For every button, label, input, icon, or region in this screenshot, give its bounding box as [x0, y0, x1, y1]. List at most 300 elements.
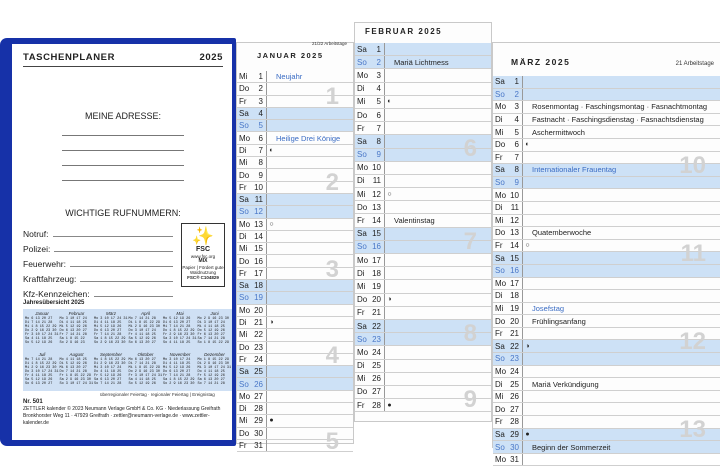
year-month-5 [163, 311, 197, 351]
year-month-days: Mo 6 13 20 27 Di 7 14 21 28 Mi 1 8 15 22 29 Do 2 9 16 23 30 Fr 3 10 17 24 31 Sa 4 11 18 25 So 5 12 19 26 [25, 317, 59, 345]
day-number: 21 [371, 307, 385, 319]
year-month-8 [60, 352, 94, 392]
year-month-4 [129, 311, 163, 351]
moon-phase-icon: ● [525, 430, 530, 438]
year-month-7 [25, 352, 59, 392]
day-number: 13 [253, 219, 267, 230]
year-month-name: November [169, 352, 191, 357]
day-number: 1 [371, 43, 385, 55]
emergency-field[interactable] [23, 284, 179, 299]
year-month-name: März [106, 311, 116, 316]
weekday: Fr [239, 354, 247, 364]
day-row[interactable] [493, 454, 720, 466]
day-row[interactable] [355, 280, 491, 293]
day-number: 20 [371, 294, 385, 306]
weekday: Mi [495, 127, 504, 137]
year-month-name: September [99, 352, 122, 357]
planner-year: 2025 [199, 52, 223, 63]
day-number: 13 [371, 201, 385, 213]
day-row[interactable] [355, 162, 491, 175]
weekday: Di [495, 291, 503, 301]
moon-phase-icon: ○ [269, 220, 274, 228]
day-row[interactable] [493, 189, 720, 202]
field-label: Kfz-Kennzeichen: [23, 289, 90, 299]
year-month-10 [129, 352, 163, 392]
day-number: 18 [253, 280, 267, 291]
panel-january [236, 41, 354, 455]
day-row[interactable] [355, 188, 491, 201]
day-row[interactable] [355, 360, 491, 373]
day-number: 16 [253, 255, 267, 266]
weekday: Fr [239, 96, 247, 106]
weekday: Sa [239, 281, 249, 291]
day-event: Fastnacht · Faschingsdienstag · Fasnachtsdienstag [532, 115, 704, 125]
weekday: Mi [495, 303, 504, 313]
year-overview-title: Jahresübersicht 2025 [23, 300, 85, 306]
day-row[interactable] [355, 43, 491, 56]
day-number: 18 [371, 267, 385, 279]
day-number: 26 [509, 391, 523, 403]
day-number: 20 [253, 305, 267, 316]
day-number: 21 [253, 317, 267, 328]
weekday: Di [239, 404, 247, 414]
day-row[interactable] [237, 403, 353, 415]
year-overview [23, 309, 232, 391]
day-number: 6 [253, 132, 267, 143]
weekday: Fr [357, 400, 365, 410]
address-line[interactable] [62, 165, 184, 166]
day-event: Josefstag [532, 303, 565, 313]
day-number: 8 [509, 164, 523, 176]
day-number: 5 [509, 126, 523, 138]
workdays: 21 Arbeitstage [675, 61, 714, 67]
weekday: So [495, 178, 505, 188]
weekday: Mi [495, 392, 504, 402]
day-row[interactable] [355, 254, 491, 267]
year-month-name: Mai [176, 311, 184, 316]
day-row[interactable] [493, 76, 720, 89]
weekday: Fr [239, 441, 247, 451]
day-number: 17 [509, 278, 523, 290]
year-month-3 [94, 311, 128, 351]
day-number: 25 [371, 360, 385, 372]
fsc-tree-icon: ✨ [191, 226, 215, 246]
day-number: 8 [253, 157, 267, 168]
day-row[interactable] [355, 346, 491, 359]
weekday: Do [239, 256, 250, 266]
day-row[interactable] [237, 120, 353, 132]
day-row[interactable] [237, 391, 353, 403]
moon-phase-icon: ○ [525, 242, 530, 250]
year-month-days: Mo 3 10 17 24 31 Di 4 11 18 25 Mi 5 12 19 26 Do 6 13 20 27 Fr 7 14 21 28 Sa 1 8 15 22 29 So 2 9 16 23 30 [94, 317, 128, 345]
year-month-days: Mo 4 11 18 25 Di 5 12 19 26 Mi 6 13 20 27 Do 7 14 21 28 Fr 1 8 15 22 29 Sa 2 9 16 23 30 So 3 10 17 24 31 [59, 358, 94, 386]
legend: überregionaler Feiertag · regionaler Feiertag | Ereignistag [100, 392, 215, 397]
product-number: Nr. 501 [23, 399, 43, 405]
day-number: 30 [253, 428, 267, 439]
month-title: MÄRZ 2025 [511, 57, 571, 67]
day-row[interactable] [355, 109, 491, 122]
cover-header [23, 52, 223, 67]
weekday: Do [357, 387, 368, 397]
day-number: 15 [371, 228, 385, 240]
weekday: Di [357, 361, 365, 371]
weekday: Fr [239, 268, 247, 278]
weekday: Mi [357, 374, 366, 384]
day-row[interactable] [237, 317, 353, 329]
day-row[interactable] [355, 96, 491, 109]
day-list [493, 76, 720, 466]
day-row[interactable] [355, 69, 491, 82]
day-row[interactable] [355, 56, 491, 69]
weekday: Mi [239, 72, 248, 82]
day-row[interactable] [355, 307, 491, 320]
day-row[interactable] [237, 145, 353, 157]
week-number: 3 [325, 255, 339, 283]
emergency-field[interactable] [23, 239, 179, 254]
day-number: 6 [371, 109, 385, 121]
day-number: 27 [371, 386, 385, 398]
day-number: 31 [509, 454, 523, 466]
day-number: 29 [509, 429, 523, 441]
day-number: 16 [371, 241, 385, 253]
year-month-days: Mo 7 14 21 28 Di 1 8 15 22 29 Mi 2 9 16 23 30 Do 3 10 17 24 Fr 4 11 18 25 Sa 5 12 19 26 So 6 13 20 27 [128, 317, 161, 345]
weekday: So [357, 57, 367, 67]
weekday: So [239, 121, 249, 131]
day-number: 26 [253, 378, 267, 389]
day-number: 12 [253, 206, 267, 217]
weekday: Sa [495, 253, 505, 263]
day-number: 4 [253, 108, 267, 119]
day-event: Quatemberwoche [532, 228, 592, 238]
moon-phase-icon: ◑ [269, 319, 274, 327]
panel-february [354, 22, 492, 422]
day-number: 12 [371, 188, 385, 200]
day-number: 28 [371, 399, 385, 411]
fsc-badge [181, 223, 225, 287]
day-number: 1 [509, 76, 523, 88]
day-number: 24 [371, 346, 385, 358]
day-number: 19 [253, 292, 267, 303]
year-month-name: Februar [68, 311, 85, 316]
weekday: Mi [239, 330, 248, 340]
day-row[interactable] [493, 290, 720, 303]
day-number: 22 [371, 320, 385, 332]
weekday: Mi [357, 281, 366, 291]
year-month-days: Mo 2 9 16 23 30 Di 3 10 17 24 Mi 4 11 18 25 Do 5 12 19 26 Fr 6 13 20 27 Sa 7 14 21 28 So 1 8 15 22 29 [197, 317, 230, 345]
day-row[interactable] [493, 89, 720, 102]
weekday: So [495, 89, 505, 99]
day-row[interactable] [493, 202, 720, 215]
day-number: 3 [371, 69, 385, 81]
weekday: Mo [495, 190, 507, 200]
day-row[interactable] [237, 305, 353, 317]
publisher-line: ZETTLER kalender © 2023 Neumann Verlage GmbH & Co. KG · Niederlassung Greifrath [23, 406, 221, 412]
day-row[interactable] [493, 315, 720, 328]
field-label: Feuerwehr: [23, 259, 66, 269]
moon-phase-icon: ◑ [525, 342, 530, 350]
day-row[interactable] [493, 366, 720, 379]
day-number: 4 [371, 83, 385, 95]
day-number: 5 [371, 96, 385, 108]
moon-phase-icon: ○ [387, 190, 392, 198]
weekday: Sa [495, 165, 505, 175]
day-number: 17 [253, 268, 267, 279]
day-row[interactable] [493, 126, 720, 139]
weekday: Fr [357, 308, 365, 318]
day-number: 24 [509, 366, 523, 378]
weekday: Sa [239, 367, 249, 377]
day-number: 7 [253, 145, 267, 156]
day-number: 3 [509, 101, 523, 113]
weekday: Di [239, 318, 247, 328]
day-row[interactable] [237, 206, 353, 218]
weekday: Fr [495, 152, 503, 162]
day-number: 1 [253, 71, 267, 82]
weekday: So [495, 354, 505, 364]
day-number: 23 [509, 353, 523, 365]
day-number: 15 [509, 252, 523, 264]
year-month-days: Mo 1 8 15 22 29 Di 2 9 16 23 30 Mi 3 10 17 24 31 Do 4 11 18 25 Fr 5 12 19 26 Sa 6 13 20 27 So 7 14 21 28 [197, 358, 232, 386]
day-row[interactable] [493, 278, 720, 291]
panel-march [492, 42, 720, 465]
weekday: Do [495, 228, 506, 238]
week-number: 6 [463, 135, 477, 163]
week-number: 2 [325, 169, 339, 197]
day-row[interactable] [493, 101, 720, 114]
day-number: 28 [253, 403, 267, 414]
weekday: Mo [495, 455, 507, 465]
week-number: 8 [463, 320, 477, 348]
day-row[interactable] [493, 227, 720, 240]
moon-phase-icon: ● [387, 401, 392, 409]
day-number: 22 [253, 329, 267, 340]
year-month-name: Januar [35, 311, 49, 316]
day-row[interactable] [493, 215, 720, 228]
day-number: 16 [509, 265, 523, 277]
weekday: Di [357, 84, 365, 94]
day-row[interactable] [493, 114, 720, 127]
year-month-days: Mo 3 10 17 24 Di 4 11 18 25 Mi 5 12 19 26 Do 6 13 20 27 Fr 7 14 21 28 Sa 1 8 15 22 29 So 2 9 16 23 30 [163, 358, 195, 386]
day-number: 11 [253, 194, 267, 205]
weekday: Mo [357, 255, 369, 265]
address-title: MEINE ADRESSE: [84, 111, 162, 121]
fsc-mix: MIX [198, 258, 208, 265]
day-row[interactable] [493, 139, 720, 152]
day-number: 7 [371, 122, 385, 134]
day-number: 7 [509, 152, 523, 164]
fsc-claim: Papier | Fördert gute Waldnutzung [182, 264, 224, 276]
day-number: 27 [509, 403, 523, 415]
weekday: Sa [357, 321, 367, 331]
emergency-field[interactable] [23, 269, 179, 284]
weekday: So [357, 334, 367, 344]
year-month-name: Oktober [137, 352, 154, 357]
week-number: 13 [679, 416, 706, 444]
day-number: 5 [253, 120, 267, 131]
day-row[interactable] [237, 71, 353, 83]
day-row[interactable] [237, 231, 353, 243]
day-event: Beginn der Sommerzeit [532, 442, 611, 452]
day-number: 8 [371, 135, 385, 147]
day-row[interactable] [237, 157, 353, 169]
day-row[interactable] [237, 219, 353, 231]
weekday: Mi [495, 215, 504, 225]
address-line[interactable] [62, 180, 184, 181]
year-month-days: Mo 1 8 15 22 29 Di 2 9 16 23 30 Mi 3 10 17 24 Do 4 11 18 25 Fr 5 12 19 26 Sa 6 13 20 27 So 7 14 21 28 [94, 358, 126, 386]
weekday: Mo [357, 347, 369, 357]
day-event: Neujahr [276, 72, 303, 82]
field-label: Kraftfahrzeug: [23, 274, 77, 284]
day-row[interactable] [493, 378, 720, 391]
weekday: Do [239, 428, 250, 438]
week-number: 10 [679, 151, 706, 179]
day-number: 23 [253, 342, 267, 353]
moon-phase-icon: ◑ [387, 296, 392, 304]
weekday: So [495, 266, 505, 276]
weekday: Mo [239, 133, 251, 143]
day-row[interactable] [355, 214, 491, 227]
weekday: Fr [357, 123, 365, 133]
weekday: Mi [239, 416, 248, 426]
year-month-2 [60, 311, 94, 351]
moon-phase-icon: ◐ [269, 146, 274, 154]
day-row[interactable] [355, 122, 491, 135]
year-month-6 [198, 311, 232, 351]
moon-phase-icon: ◐ [525, 141, 530, 149]
weekday: Sa [495, 77, 505, 87]
weekday: Mi [357, 97, 366, 107]
day-list [237, 71, 353, 455]
day-number: 9 [253, 169, 267, 180]
weekday: Do [495, 404, 506, 414]
weekday: Di [495, 379, 503, 389]
weekday: Di [239, 232, 247, 241]
day-number: 13 [509, 227, 523, 239]
day-number: 19 [509, 303, 523, 315]
year-month-name: August [69, 352, 84, 357]
emergency-field[interactable] [23, 224, 179, 239]
day-number: 21 [509, 328, 523, 340]
weekday: Sa [357, 136, 367, 146]
day-number: 14 [253, 231, 267, 242]
day-event: Frühlingsanfang [532, 316, 586, 326]
day-number: 12 [509, 215, 523, 227]
weekday: Di [495, 203, 503, 213]
address-lines [23, 135, 223, 181]
weekday: Do [239, 84, 250, 94]
workdays: 21/22 Arbeitstage [311, 41, 347, 46]
day-number: 17 [371, 254, 385, 266]
weekday: Mo [495, 102, 507, 112]
day-number: 27 [253, 391, 267, 402]
day-row[interactable] [237, 378, 353, 390]
weekday: Sa [357, 44, 367, 54]
day-row[interactable] [237, 292, 353, 304]
weekday: Do [495, 316, 506, 326]
weekday: Sa [239, 195, 249, 205]
day-number: 22 [509, 340, 523, 352]
day-row[interactable] [237, 132, 353, 144]
address-line[interactable] [62, 135, 184, 136]
emergency-field[interactable] [23, 254, 179, 269]
day-event: Heilige Drei Könige [276, 133, 341, 143]
year-month-9 [94, 352, 128, 392]
weekday: Mo [357, 70, 369, 80]
year-month-11 [163, 352, 197, 392]
weekday: Di [495, 115, 503, 125]
year-month-name: Dezember [204, 352, 225, 357]
day-number: 26 [371, 373, 385, 385]
week-number: 5 [325, 427, 339, 455]
fsc-code: FSC® C104829 [187, 275, 219, 281]
footer [23, 399, 228, 427]
day-number: 25 [253, 366, 267, 377]
day-row[interactable] [355, 201, 491, 214]
weekday: Fr [357, 216, 365, 226]
day-number: 10 [253, 182, 267, 193]
day-row[interactable] [237, 329, 353, 341]
year-month-days: Mo 5 12 19 26 Di 6 13 20 27 Mi 7 14 21 28 Do 1 8 15 22 29 Fr 2 9 16 23 30 Sa 3 10 17 24 31 So 4 11 18 25 [163, 317, 197, 345]
day-row[interactable] [355, 175, 491, 188]
fsc-logo: FSC [196, 246, 210, 253]
weekday: Fr [495, 329, 503, 339]
day-row[interactable] [355, 373, 491, 386]
emergency-fields [23, 224, 179, 299]
month-title: JANUAR 2025 [257, 51, 324, 60]
weekday: Mi [357, 189, 366, 199]
weekday: Sa [239, 109, 249, 119]
day-number: 23 [371, 333, 385, 345]
day-row[interactable] [355, 294, 491, 307]
day-number: 28 [509, 416, 523, 428]
week-number: 1 [325, 83, 339, 111]
year-month-12 [198, 352, 232, 392]
weekday: Di [357, 176, 365, 186]
cover-page [12, 44, 232, 440]
weekday: Fr [239, 182, 247, 192]
year-month-name: Juni [210, 311, 219, 316]
year-month-name: April [140, 311, 150, 316]
emergency-title: WICHTIGE RUFNUMMERN: [65, 208, 181, 218]
day-row[interactable] [493, 403, 720, 416]
year-month-days: Mo 6 13 20 27 Di 7 14 21 28 Mi 1 8 15 22 29 Do 2 9 16 23 30 Fr 3 10 17 24 31 Sa 4 11 18 25 So 5 12 19 26 [128, 358, 163, 386]
weekday: So [495, 442, 505, 452]
year-month-days: Mo 7 14 21 28 Di 1 8 15 22 29 Mi 2 9 16 23 30 Do 3 10 17 24 31 Fr 4 11 18 25 Sa 5 12 19 26 So 6 13 20 27 [25, 358, 59, 386]
weekday: Mo [239, 391, 251, 401]
day-number: 15 [253, 243, 267, 254]
week-number: 4 [325, 341, 339, 369]
day-number: 18 [509, 290, 523, 302]
day-row[interactable] [237, 243, 353, 255]
weekday: Do [357, 202, 368, 212]
day-number: 2 [253, 83, 267, 94]
day-number: 10 [509, 189, 523, 201]
year-month-name: Juli [38, 352, 46, 357]
day-row[interactable] [493, 391, 720, 404]
weekday: Di [357, 268, 365, 278]
day-number: 20 [509, 315, 523, 327]
day-number: 29 [253, 415, 267, 426]
day-row[interactable] [493, 303, 720, 316]
day-number: 30 [509, 441, 523, 453]
day-row[interactable] [237, 415, 353, 427]
address-line[interactable] [62, 150, 184, 151]
day-row[interactable] [355, 83, 491, 96]
day-event: Rosenmontag · Faschingsmontag · Fasnachtmontag [532, 102, 708, 112]
day-number: 6 [509, 139, 523, 151]
field-label: Polizei: [23, 244, 51, 254]
day-row[interactable] [355, 267, 491, 280]
